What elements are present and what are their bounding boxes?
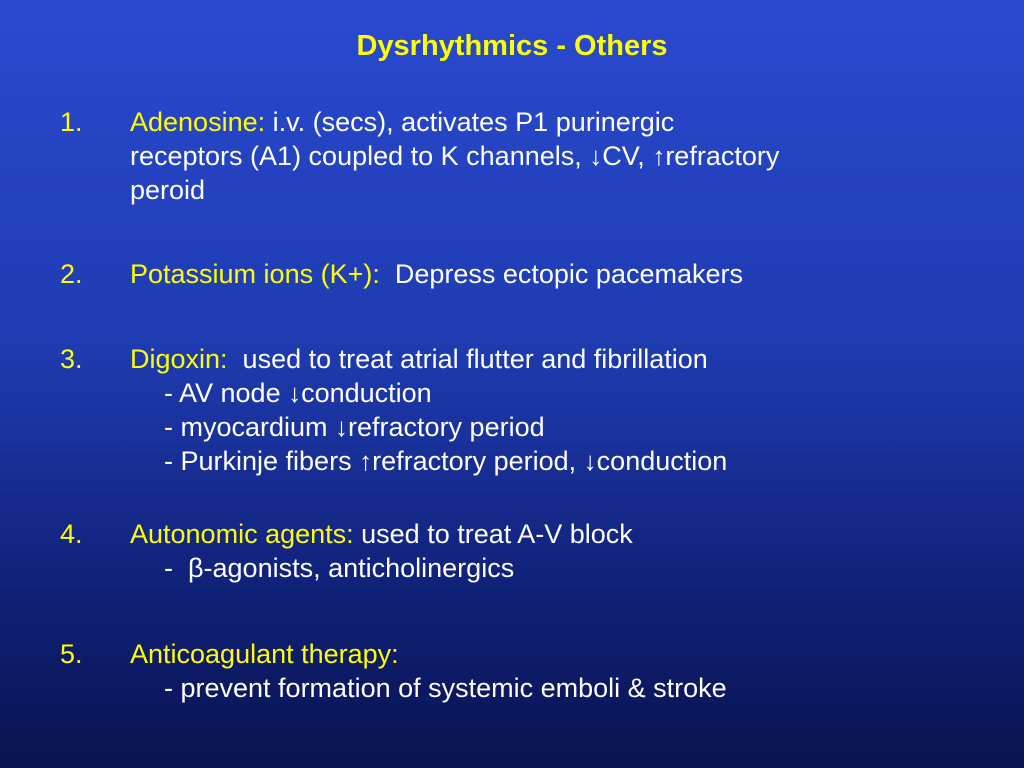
item-text: - myocardium xyxy=(164,412,336,442)
item-body xyxy=(130,257,990,291)
item-text: conduction xyxy=(596,446,728,476)
arrow-down-icon: ↓ xyxy=(583,446,597,476)
item-number: 2. xyxy=(60,259,83,289)
item-text: - Purkinje fibers xyxy=(164,446,360,476)
item-text: refractory xyxy=(665,141,780,171)
item-text: receptors (A1) coupled to K channels, xyxy=(130,141,590,171)
sub-item xyxy=(130,551,990,585)
item-text: refractory period, xyxy=(372,446,584,476)
item-label: Autonomic agents: xyxy=(130,519,354,549)
sub-item xyxy=(130,671,990,705)
sub-item xyxy=(130,376,990,410)
item-body xyxy=(130,105,990,207)
arrow-down-icon: ↓ xyxy=(589,141,603,171)
item-text: used to treat atrial flutter and fibrillation xyxy=(227,344,708,374)
item-text: peroid xyxy=(130,175,206,205)
item-line xyxy=(130,257,990,291)
item-text: i.v. (secs), activates P1 purinergic xyxy=(265,107,675,137)
arrow-down-icon: ↓ xyxy=(335,412,349,442)
item-number: 1. xyxy=(60,107,83,137)
item-body xyxy=(130,637,990,705)
item-body xyxy=(130,517,990,585)
arrow-down-icon: ↓ xyxy=(288,378,302,408)
item-number: 3. xyxy=(60,344,83,374)
item-number: 5. xyxy=(60,639,83,669)
sub-item xyxy=(130,444,990,478)
arrow-up-icon: ↑ xyxy=(359,446,373,476)
item-label: Adenosine: xyxy=(130,107,266,137)
item-text: Depress ectopic pacemakers xyxy=(379,259,743,289)
item-text: -agonists, anticholinergics xyxy=(203,553,515,583)
item-line xyxy=(130,139,990,173)
item-label: Anticoagulant therapy: xyxy=(130,639,399,669)
item-text: - xyxy=(164,553,188,583)
item-line xyxy=(130,637,990,671)
item-label: Digoxin: xyxy=(130,344,228,374)
item-line xyxy=(130,105,990,139)
item-text: refractory period xyxy=(348,412,545,442)
item-text: conduction xyxy=(301,378,432,408)
item-text: - prevent formation of systemic emboli & stroke xyxy=(164,673,727,703)
item-text: CV, xyxy=(602,141,653,171)
item-line xyxy=(130,342,990,376)
sub-item xyxy=(130,410,990,444)
item-line xyxy=(130,517,990,551)
item-body xyxy=(130,342,990,478)
beta-symbol: β xyxy=(188,553,204,583)
item-text: - AV node xyxy=(164,378,289,408)
item-text: used to treat A-V block xyxy=(353,519,633,549)
arrow-up-icon: ↑ xyxy=(652,141,666,171)
slide-title: Dysrhythmics - Others xyxy=(356,30,668,62)
item-number: 4. xyxy=(60,519,83,549)
item-line xyxy=(130,173,990,207)
item-label: Potassium ions (K+): xyxy=(130,259,380,289)
